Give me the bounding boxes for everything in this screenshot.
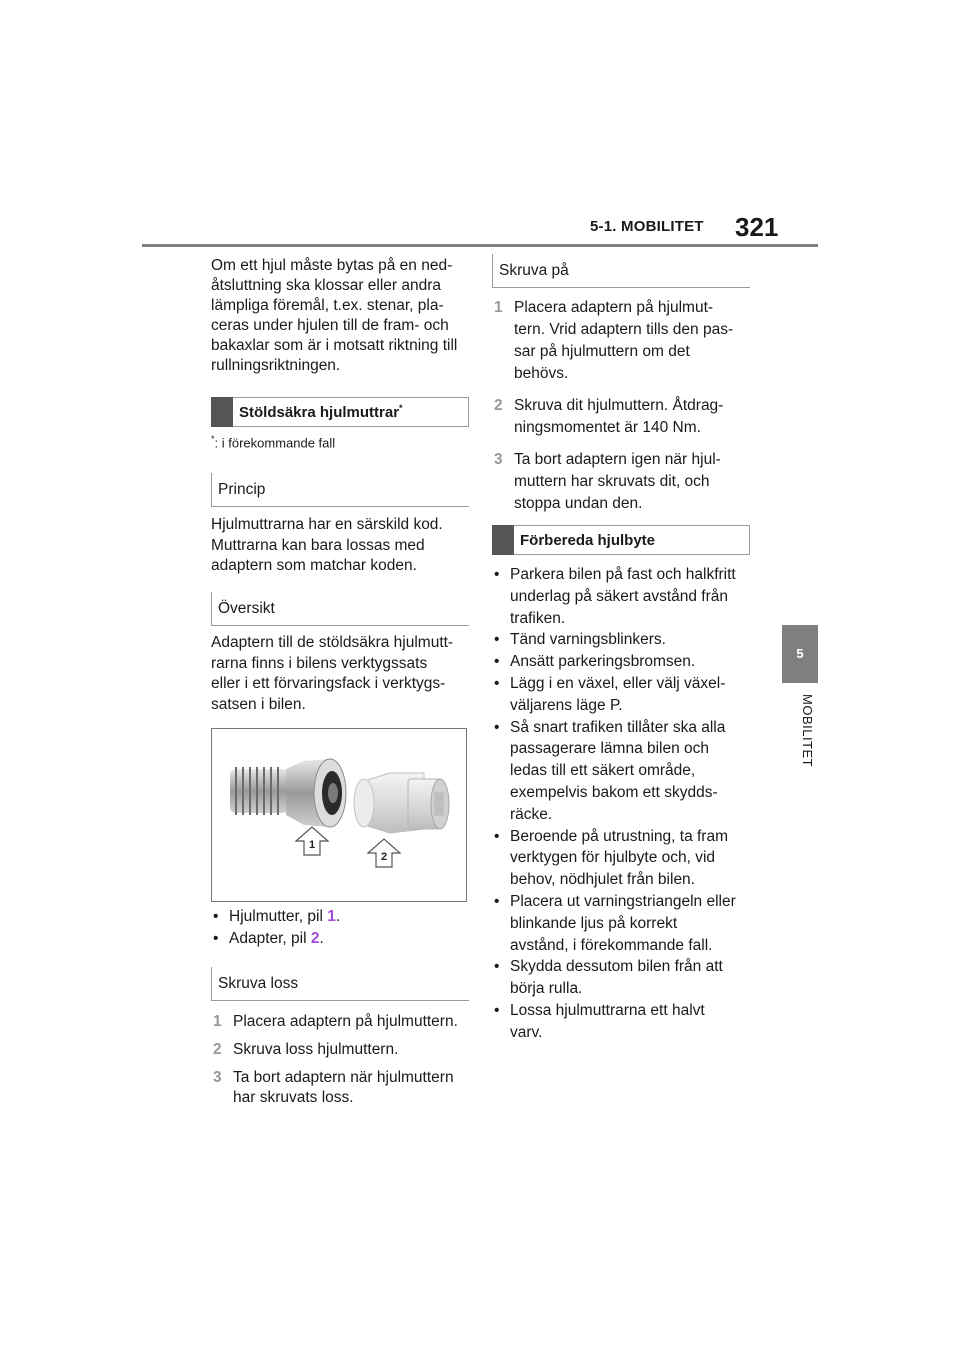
step-item: 3 Ta bort adaptern när hjulmuttern har skruvats loss.	[213, 1069, 454, 1106]
list-item: • Så snart trafiken tillåter ska alla passagerare lämna bilen och ledas till ett säkert område, exempelvis bakom ett skydds- räcke.	[492, 717, 754, 826]
step-item: 1 Placera adaptern på hjulmut- tern. Vrid adaptern tills den pas- sar på hjulmuttern om det behövs.	[494, 299, 734, 382]
subheading-princip: Princip	[211, 473, 469, 507]
list-item: • Skydda dessutom bilen från att börja rulla.	[492, 956, 754, 1000]
arrow-legend	[211, 906, 469, 950]
heading-text: Förbereda hjulbyte	[520, 531, 656, 549]
arrow-1-label: 1	[308, 839, 316, 851]
wheel-nut-illustration	[212, 729, 466, 901]
list-item: • Beroende på utrustning, ta fram verktygen för hjulbyte och, vid behov, nödhjulet från bilen.	[492, 826, 754, 891]
list-item: • Adapter, pil 2.	[211, 928, 469, 950]
footnote: *: i förekommande fall	[211, 434, 336, 451]
list-item: • Ansätt parkeringsbromsen.	[492, 651, 754, 673]
header-rule	[142, 244, 818, 247]
heading-bar	[492, 525, 514, 555]
section-title: 5-1. MOBILITET	[590, 218, 704, 235]
chapter-tab: 5	[782, 625, 818, 683]
heading-stoldsakra	[211, 397, 469, 427]
subheading-oversikt: Översikt	[211, 592, 469, 626]
heading-bar	[211, 397, 233, 427]
intro-paragraph: Om ett hjul måste bytas på en ned- åtsluttning ska klossar eller andra lämpliga föremål, t.ex. stenar, pla- ceras under hjulen till de fram- och bakaxlar som är i motsatt riktning till rullningsriktningen.	[211, 257, 458, 374]
chapter-label: MOBILITET	[800, 694, 815, 768]
step-item: 1 Placera adaptern på hjulmuttern.	[213, 1013, 458, 1030]
heading-text: Stöldsäkra hjulmuttrar	[239, 404, 400, 421]
list-item: • Lägg i en växel, eller välj växel- väljarens läge P.	[492, 673, 754, 717]
list-item: • Lossa hjulmuttrarna ett halvt varv.	[492, 1000, 754, 1044]
page-number: 321	[735, 212, 779, 242]
wheel-nut-bolt	[230, 759, 346, 827]
list-item: • Hjulmutter, pil 1.	[211, 906, 469, 928]
princip-paragraph: Hjulmuttrarna har en särskild kod. Muttrarna kan bara lossas med adaptern som matchar koden.	[211, 516, 443, 574]
arrow-2-label: 2	[380, 851, 388, 863]
adapter	[354, 773, 449, 833]
list-item: • Parkera bilen på fast och halkfritt underlag på säkert avstånd från trafiken.	[492, 564, 754, 629]
list-item: • Tänd varningsblinkers.	[492, 629, 754, 651]
subheading-skruva-pa: Skruva på	[492, 254, 750, 288]
subheading-skruva-loss: Skruva loss	[211, 967, 469, 1001]
pa-steps	[492, 297, 752, 523]
wheel-nut-figure	[211, 728, 467, 902]
step-item: 3 Ta bort adaptern igen när hjul- muttern har skruvats dit, och stoppa undan den.	[494, 451, 721, 512]
heading-forbereda	[492, 525, 750, 555]
loss-steps	[211, 1012, 469, 1116]
step-item: 2 Skruva dit hjulmuttern. Åtdrag- ningsmomentet är 140 Nm.	[494, 397, 724, 436]
oversikt-paragraph: Adaptern till de stöldsäkra hjulmutt- rarna finns i bilens verktygssats eller i ett förvaringsfack i verktygs- satsen i bilen.	[211, 634, 454, 713]
heading-star: *	[399, 403, 403, 413]
prep-list	[492, 564, 754, 1044]
step-item: 2 Skruva loss hjulmuttern.	[213, 1041, 399, 1058]
list-item: • Placera ut varningstriangeln eller blinkande ljus på korrekt avstånd, i förekommande fall.	[492, 891, 754, 956]
